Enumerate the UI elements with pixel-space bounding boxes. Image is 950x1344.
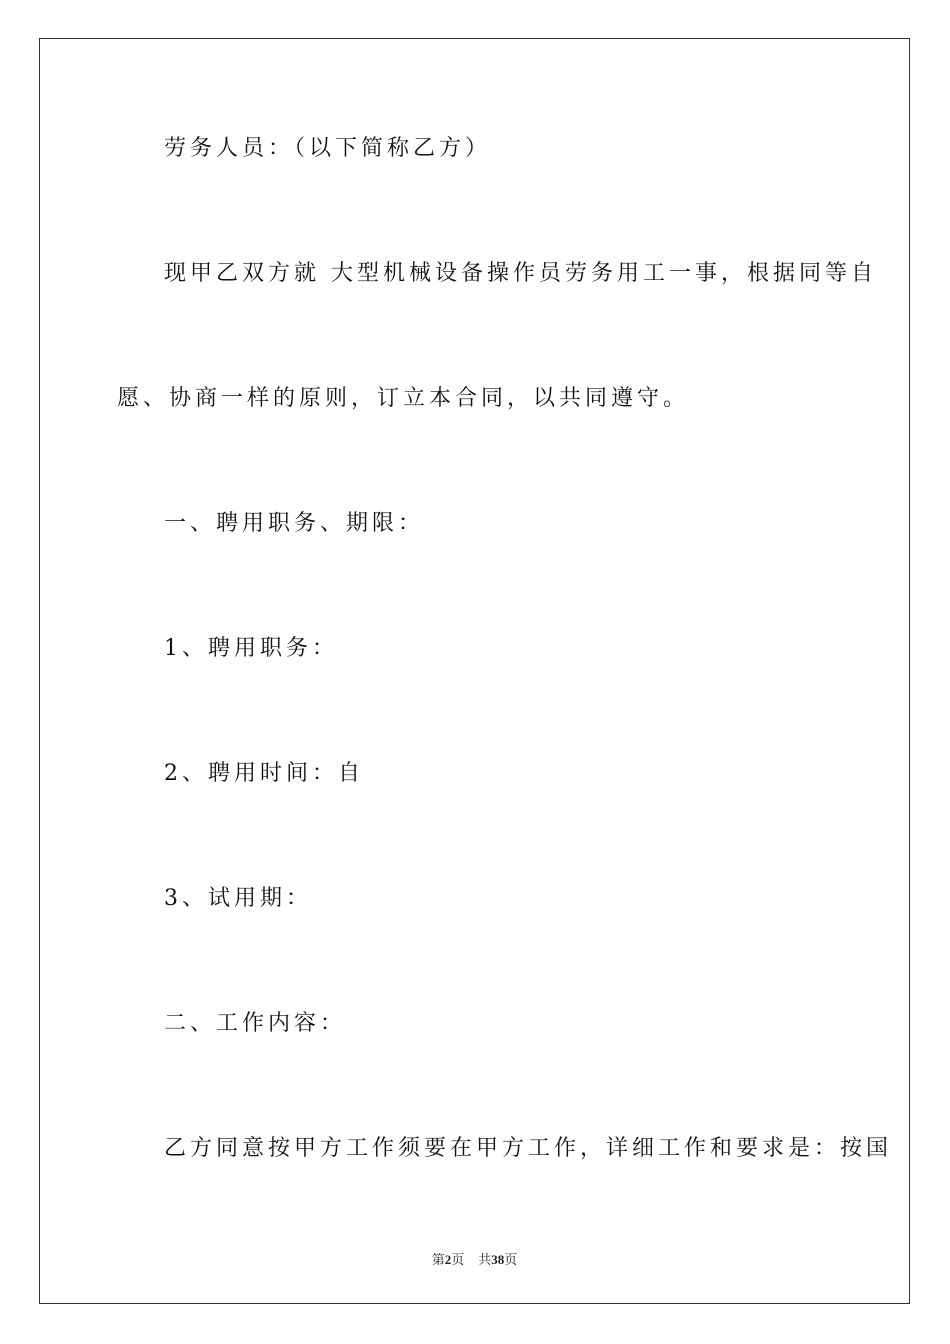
footer-total-pages: 38 (491, 1252, 505, 1267)
page-footer (40, 1249, 909, 1268)
paragraph-agreement-intro: 现甲乙双方就 大型机械设备操作员劳务用工一事，根据同等自 (164, 261, 877, 286)
item-position: 1、聘用职务： (164, 636, 338, 661)
footer-page-prefix: 第 (431, 1252, 445, 1267)
item-probation: 3、试用期： (164, 886, 312, 911)
section-heading-work-content: 二、工作内容： (164, 1011, 347, 1036)
item-employment-period: 2、聘用时间：自 (164, 761, 364, 786)
paragraph-work-requirements: 乙方同意按甲方工作须要在甲方工作，详细工作和要求是：按国 (164, 1136, 893, 1161)
paragraph-agreement-intro-cont: 愿、协商一样的原则，订立本合同，以共同遵守。 (117, 386, 690, 411)
footer-page-number: 2 (444, 1252, 452, 1267)
section-heading-position-term: 一、聘用职务、期限： (164, 511, 425, 536)
footer-total-prefix: 共 (478, 1252, 492, 1267)
paragraph-labor-personnel: 劳务人员：（以下简称乙方） (164, 136, 492, 161)
footer-total-suffix: 页 (504, 1252, 518, 1267)
footer-page-suffix: 页 (451, 1252, 465, 1267)
document-page (39, 38, 910, 1304)
